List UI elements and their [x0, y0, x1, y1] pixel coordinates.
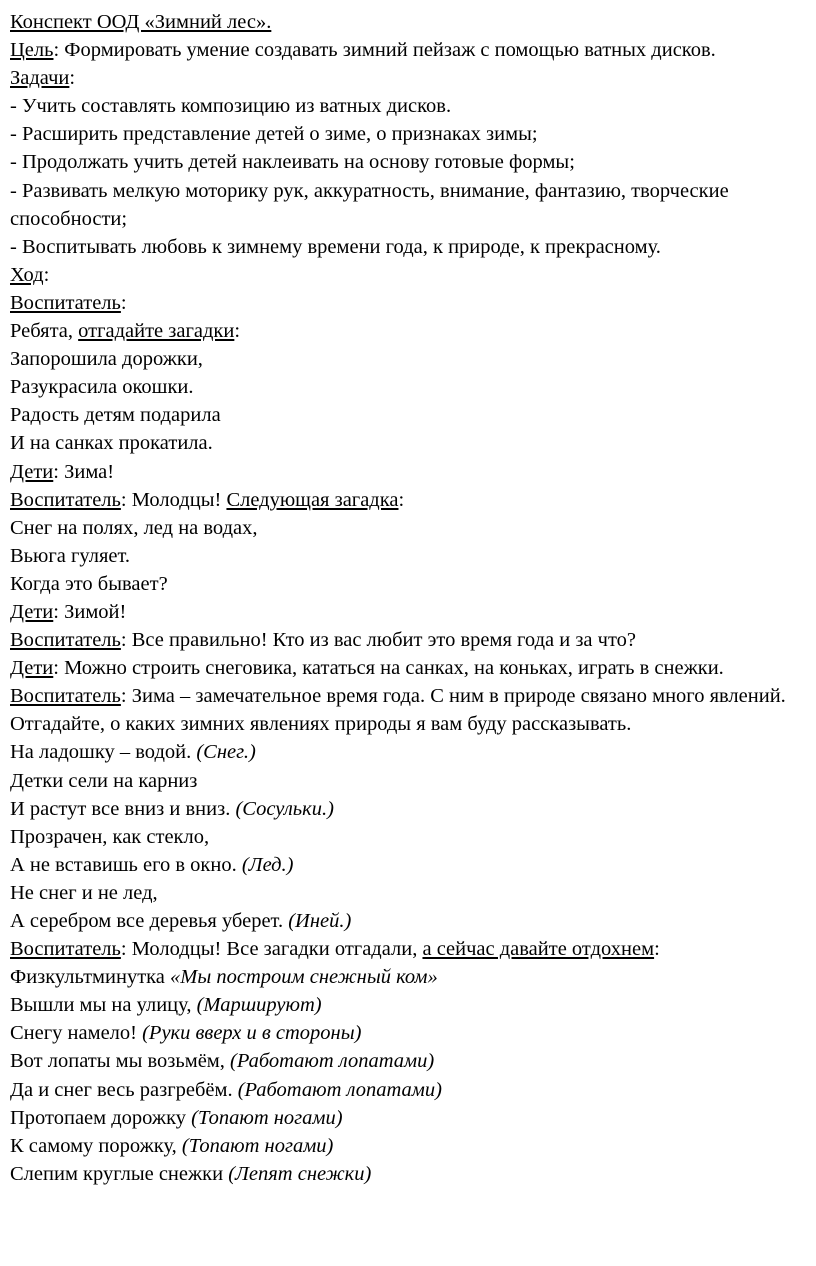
text-run: Цель	[10, 39, 54, 62]
text-run: (Маршируют)	[196, 994, 322, 1017]
document-line-teacher-3	[10, 626, 794, 654]
text-run: Слепим круглые снежки	[10, 1162, 229, 1185]
text-run: Воспитатель	[10, 629, 121, 652]
text-run: Запорошила дорожки,	[10, 348, 203, 371]
document-line-teacher-1	[10, 289, 794, 317]
text-run: (Топают ногами)	[181, 1134, 334, 1157]
text-run: Дети	[10, 460, 54, 483]
text-run: : Зима!	[53, 460, 115, 483]
document-line-fizminutka	[10, 963, 794, 991]
text-run: Не снег и не лед,	[10, 881, 158, 904]
text-run: :	[234, 320, 241, 343]
document-line-fiz-l6	[10, 1132, 794, 1160]
document-line-goal	[10, 36, 794, 64]
document-line-fiz-l4	[10, 1076, 794, 1104]
text-run: А не вставишь его в окно.	[10, 853, 242, 876]
text-run: (Снег.)	[196, 741, 256, 764]
document-line-task-4	[10, 177, 794, 233]
text-run: Физкультминутка	[10, 966, 171, 989]
text-run: Воспитатель	[10, 938, 121, 961]
text-run: (Работают лопатами)	[237, 1078, 442, 1101]
text-run: (Работают лопатами)	[230, 1050, 435, 1073]
text-run: (Лепят снежки)	[228, 1162, 372, 1185]
text-run: Ребята,	[10, 320, 79, 343]
text-run: (Руки вверх и в стороны)	[142, 1022, 362, 1045]
text-run: Следующая загадка	[226, 488, 399, 511]
text-run: (Лед.)	[241, 853, 294, 876]
document-line-riddle4-l1	[10, 767, 794, 795]
document-line-task-3	[10, 148, 794, 176]
document-line-riddle1-l2	[10, 373, 794, 401]
document-line-riddle2-l1	[10, 514, 794, 542]
text-run: :	[120, 291, 127, 314]
document-line-riddle3	[10, 738, 794, 766]
document-line-task-1	[10, 92, 794, 120]
text-run: Радость детям подарила	[10, 404, 221, 427]
text-run: - Учить составлять композицию из ватных дисков.	[10, 95, 452, 118]
text-run: Вот лопаты мы возьмём,	[10, 1050, 231, 1073]
document-line-riddle6-l2	[10, 907, 794, 935]
text-run: Ход	[10, 263, 44, 286]
document-line-fiz-l2	[10, 1019, 794, 1047]
text-run: Вьюга гуляет.	[10, 544, 131, 567]
text-run: :	[654, 938, 660, 961]
text-run: : Зимой!	[53, 600, 127, 623]
text-run: Воспитатель	[10, 685, 121, 708]
text-run: Снегу намело!	[10, 1022, 143, 1045]
text-run: Прозрачен, как стекло,	[10, 825, 210, 848]
text-run: :	[398, 488, 405, 511]
text-run: Воспитатель	[10, 291, 121, 314]
text-run: : Зима – замечательное время года. С ним в природе связано много явлений. Отгадайте, о каких зимних явлениях природы я вам буду рассказывать.	[10, 685, 791, 736]
text-run: «Мы построим снежный ком»	[170, 966, 438, 989]
document-line-children-3	[10, 654, 794, 682]
text-run: Протопаем дорожку	[10, 1106, 192, 1129]
text-run: :	[69, 67, 76, 90]
document-line-course-heading	[10, 261, 794, 289]
text-run: (Сосульки.)	[235, 797, 334, 820]
document-line-teacher-4	[10, 682, 794, 738]
text-run: А серебром все деревья уберет.	[10, 910, 289, 932]
text-run: : Молодцы!	[120, 488, 227, 511]
document-line-riddle1-l4	[10, 429, 794, 457]
document-line-riddle5-l1	[10, 823, 794, 851]
text-run: Конспект ООД «Зимний лес».	[10, 11, 272, 33]
text-run: Да и снег весь разгребём.	[10, 1078, 238, 1101]
document-line-title	[10, 8, 794, 36]
text-run: : Молодцы! Все загадки отгадали,	[120, 938, 423, 961]
text-run: : Можно строить снеговика, кататься на санках, на коньках, играть в снежки.	[53, 657, 724, 680]
text-run: (Иней.)	[288, 910, 352, 932]
document-line-fiz-l7	[10, 1160, 794, 1188]
text-run: Дети	[10, 657, 54, 680]
text-run: Вышли мы на улицу,	[10, 994, 197, 1017]
text-run: Разукрасила окошки.	[10, 376, 194, 399]
document-line-riddle1-l3	[10, 401, 794, 429]
document-line-teacher-2	[10, 486, 794, 514]
document-body	[10, 8, 794, 1188]
text-run: Дети	[10, 600, 54, 623]
text-run: На ладошку – водой.	[10, 741, 197, 764]
text-run: : Формировать умение создавать зимний пейзаж с помощью ватных дисков.	[53, 39, 716, 62]
text-run: И растут все вниз и вниз.	[10, 797, 236, 820]
text-run: Детки сели на карниз	[10, 769, 198, 792]
document-line-fiz-l5	[10, 1104, 794, 1132]
document-line-riddle-intro	[10, 317, 794, 345]
text-run: Задачи	[10, 67, 70, 90]
document-line-tasks-heading	[10, 64, 794, 92]
document-line-riddle4-l2	[10, 795, 794, 823]
document-line-riddle2-l2	[10, 542, 794, 570]
text-run: Когда это бывает?	[10, 572, 168, 595]
text-run: (Топают ногами)	[191, 1106, 343, 1129]
document-line-riddle1-l1	[10, 345, 794, 373]
document-line-riddle6-l1	[10, 879, 794, 907]
text-run: Воспитатель	[10, 488, 121, 511]
document-line-task-2	[10, 120, 794, 148]
text-run: - Продолжать учить детей наклеивать на основу готовые формы;	[10, 151, 575, 174]
document-line-fiz-l1	[10, 991, 794, 1019]
document-line-children-1	[10, 458, 794, 486]
document-line-riddle2-l3	[10, 570, 794, 598]
text-run: К самому порожку,	[10, 1134, 182, 1157]
text-run: Снег на полях, лед на водах,	[10, 516, 258, 539]
text-run: - Расширить представление детей о зиме, о признаках зимы;	[10, 123, 538, 146]
text-run: - Воспитывать любовь к зимнему времени года, к природе, к прекрасному.	[10, 235, 661, 258]
document-line-riddle5-l2	[10, 851, 794, 879]
text-run: И на санках прокатила.	[10, 432, 213, 455]
text-run: - Развивать мелкую моторику рук, аккуратность, внимание, фантазию, творческие способности;	[10, 179, 734, 230]
text-run: :	[43, 263, 50, 286]
text-run: а сейчас давайте отдохнем	[422, 938, 655, 961]
document-line-task-5	[10, 233, 794, 261]
text-run: : Все правильно! Кто из вас любит это время года и за что?	[120, 629, 636, 652]
document-line-teacher-5	[10, 935, 794, 963]
text-run: отгадайте загадки	[78, 320, 235, 343]
document-line-children-2	[10, 598, 794, 626]
document-line-fiz-l3	[10, 1047, 794, 1075]
